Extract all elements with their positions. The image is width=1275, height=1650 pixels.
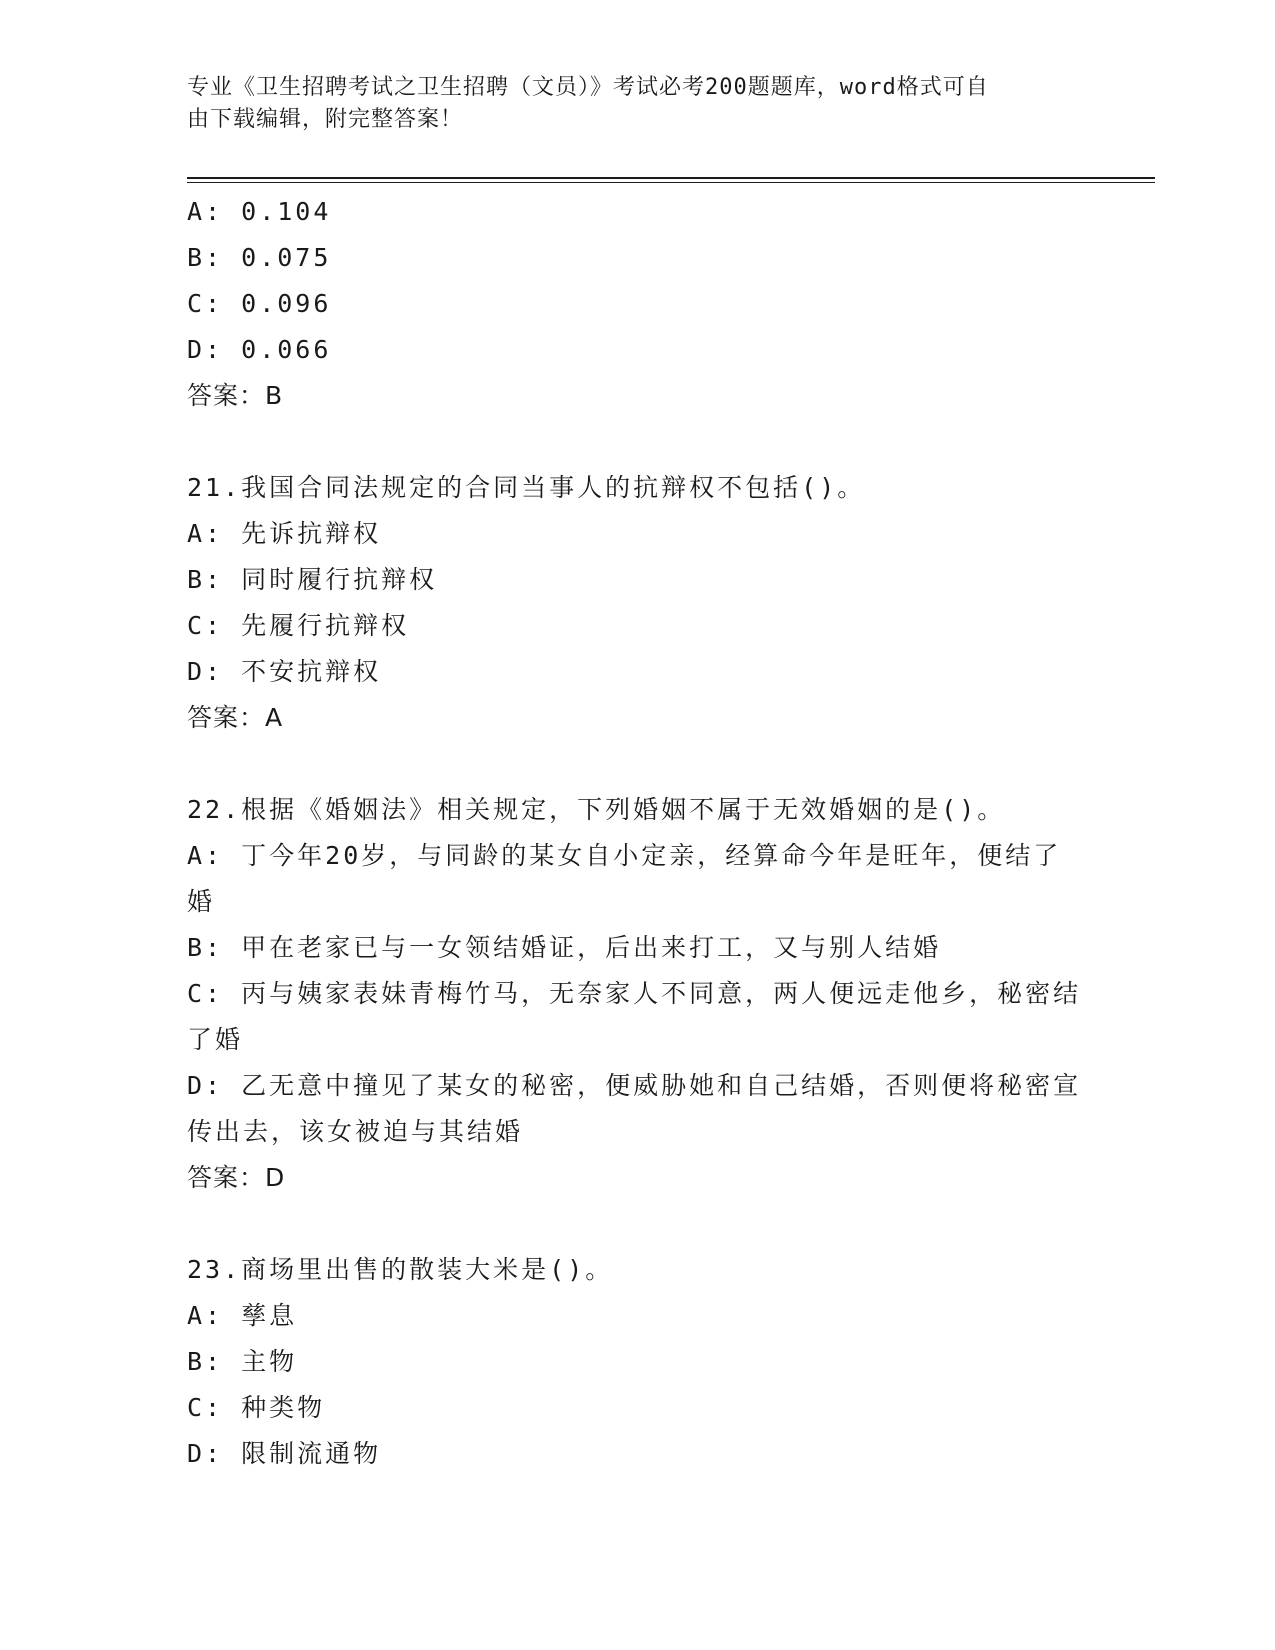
option-d: D: 限制流通物: [187, 1439, 382, 1468]
spacer: [187, 419, 1087, 465]
question-list: [187, 189, 1087, 1477]
question-22: [187, 787, 1087, 1201]
question-23: [187, 1247, 1087, 1477]
header-rule-thin: [187, 182, 1155, 183]
option-c: C: 0.096: [187, 289, 332, 318]
option-d: D: 0.066: [187, 335, 332, 364]
answer: 答案：A: [187, 703, 284, 732]
option-c: C: 丙与姨家表妹青梅竹马，无奈家人不同意，两人便远走他乡，秘密结了婚: [187, 979, 1082, 1054]
answer: 答案：D: [187, 1163, 286, 1192]
option-b: B: 同时履行抗辩权: [187, 565, 438, 594]
option-a: A: 丁今年20岁，与同龄的某女自小定亲，经算命今年是旺年，便结了婚: [187, 841, 1062, 916]
spacer: [187, 741, 1087, 787]
answer: 答案：B: [187, 381, 284, 410]
option-a: A: 先诉抗辩权: [187, 519, 382, 548]
question-text: 23.商场里出售的散装大米是()。: [187, 1255, 614, 1284]
document-header: [187, 72, 1087, 136]
header-line-1: 专业《卫生招聘考试之卫生招聘（文员）》考试必考200题题库，word格式可自: [187, 75, 989, 100]
header-rule-thick: [187, 177, 1155, 179]
header-line-2: 由下载编辑，附完整答案！: [187, 107, 464, 132]
option-b: B: 甲在老家已与一女领结婚证，后出来打工，又与别人结婚: [187, 933, 942, 962]
option-b: B: 0.075: [187, 243, 332, 272]
option-d: D: 不安抗辩权: [187, 657, 382, 686]
option-d: D: 乙无意中撞见了某女的秘密，便威胁她和自己结婚，否则便将秘密宣传出去，该女被迫与其结婚: [187, 1071, 1082, 1146]
option-c: C: 先履行抗辩权: [187, 611, 410, 640]
option-a: A: 0.104: [187, 197, 332, 226]
option-b: B: 主物: [187, 1347, 298, 1376]
option-a: A: 孳息: [187, 1301, 298, 1330]
spacer: [187, 1201, 1087, 1247]
question-20: [187, 189, 1087, 419]
question-21: [187, 465, 1087, 741]
question-text: 21.我国合同法规定的合同当事人的抗辩权不包括()。: [187, 473, 866, 502]
option-c: C: 种类物: [187, 1393, 326, 1422]
question-text: 22.根据《婚姻法》相关规定，下列婚姻不属于无效婚姻的是()。: [187, 795, 1006, 824]
